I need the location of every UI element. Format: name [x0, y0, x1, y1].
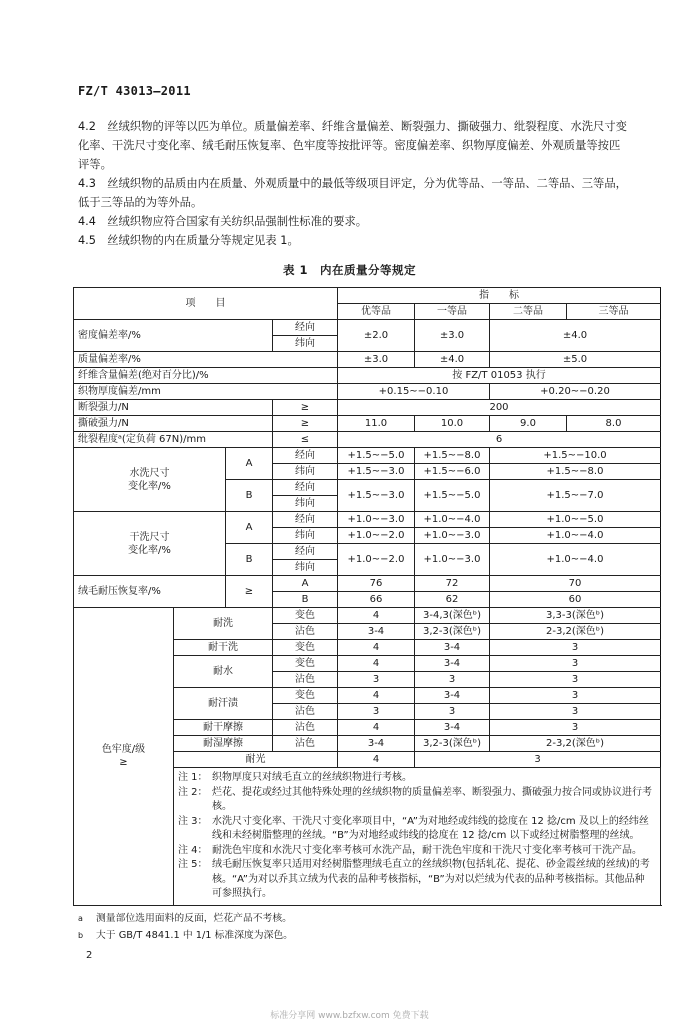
- cell: +1.0~−4.0: [415, 512, 490, 528]
- test-label: 耐光: [174, 752, 338, 768]
- cell: +0.15~−0.10: [338, 384, 490, 400]
- grade-first: 一等品: [415, 304, 490, 320]
- sub-label: 纬向: [273, 496, 338, 512]
- page-number: 2: [86, 950, 93, 961]
- cell: 4: [338, 720, 415, 736]
- grade-premium: 优等品: [338, 304, 415, 320]
- cell: +1.5~−8.0: [415, 448, 490, 464]
- cell: +1.5~−10.0: [490, 448, 661, 464]
- cell: 2-3,2(深色ᵇ): [490, 736, 661, 752]
- row-label: 断裂强力/N: [74, 400, 273, 416]
- color-fastness-label: 色牢度/级: [101, 744, 146, 756]
- sub-label: 变色: [273, 640, 338, 656]
- cell: 8.0: [567, 416, 661, 432]
- class-label: A: [226, 512, 273, 544]
- header-index: 指 标: [338, 288, 661, 304]
- cell: 4: [338, 608, 415, 624]
- cell: 62: [415, 592, 490, 608]
- table-caption: 表 1 内在质量分等规定: [282, 263, 416, 277]
- cell: ±4.0: [490, 320, 661, 352]
- test-label: 耐湿摩擦: [174, 736, 273, 752]
- footnote-b: b 大于 GB/T 4841.1 中 1/1 标准深度为深色。: [78, 930, 293, 941]
- cell: +1.5~−5.0: [338, 448, 415, 464]
- table-row: [74, 448, 661, 464]
- note-3: 注 3： 水洗尺寸变化率、干洗尺寸变化率项目中，“A”为对地经或纬线的捻度在 12 捻/cm 及以上的经纬丝线和未经树脂整理的丝绒。“B”为对地经或纬线的捻度在 12 捻/cm 以下或经过树脂整理的丝绒。: [178, 815, 649, 841]
- table-row: [74, 416, 661, 432]
- cell: 3: [490, 720, 661, 736]
- cell: 2-3,2(深色ᵇ): [490, 624, 661, 640]
- row-label: 密度偏差率/%: [74, 320, 273, 352]
- sub-label: 沾色: [273, 704, 338, 720]
- sub-label: 变色: [273, 688, 338, 704]
- cell: 9.0: [490, 416, 567, 432]
- comparator: ≥: [273, 416, 338, 432]
- cell: 60: [490, 592, 661, 608]
- paragraph-4-4: 4.4 丝绒织物应符合国家有关纺织品强制性标准的要求。: [78, 215, 368, 228]
- header-item: 项 目: [74, 288, 338, 320]
- cell: +1.0~−4.0: [490, 528, 661, 544]
- sub-label: 经向: [273, 480, 338, 496]
- cell: 3: [338, 672, 415, 688]
- cell: 3: [415, 672, 490, 688]
- cell: 3-4: [338, 624, 415, 640]
- cell: +1.0~−2.0: [338, 528, 415, 544]
- class-label: B: [226, 544, 273, 576]
- sub-label: 经向: [273, 544, 338, 560]
- cell: 3: [490, 704, 661, 720]
- cell: ±3.0: [415, 320, 490, 352]
- comparator: ≥: [226, 576, 273, 608]
- cell: 3: [490, 640, 661, 656]
- footnotes: [78, 910, 638, 944]
- cell: ±5.0: [490, 352, 661, 368]
- table-header-row: [74, 288, 661, 304]
- table-row: [74, 352, 661, 368]
- test-label: 耐洗: [174, 608, 273, 640]
- table-row: [74, 384, 661, 400]
- body-paragraphs: [78, 117, 630, 250]
- note-2: 注 2： 烂花、提花或经过其他特殊处理的丝绒织物的质量偏差率、断裂强力、撕破强力按合同或协议进行考核。: [178, 786, 652, 812]
- table-row: [74, 368, 661, 384]
- cell: 3,2-3(深色ᵇ): [415, 624, 490, 640]
- cell: 3-4: [415, 720, 490, 736]
- sub-label: 纬向: [273, 464, 338, 480]
- table-row: [74, 608, 661, 624]
- cell: 4: [338, 752, 415, 768]
- cell: 66: [338, 592, 415, 608]
- sub-label: 经向: [273, 512, 338, 528]
- row-label: 水洗尺寸 变化率/%: [74, 448, 226, 512]
- sub-label: 变色: [273, 608, 338, 624]
- comparator: ≥: [119, 757, 128, 769]
- quality-grade-table: [73, 287, 661, 906]
- cell: 3: [490, 688, 661, 704]
- cell: +1.5~−5.0: [415, 480, 490, 512]
- cell: +1.5~−7.0: [490, 480, 661, 512]
- sub-label: 纬向: [273, 336, 338, 352]
- cell: ±2.0: [338, 320, 415, 352]
- row-label: 干洗尺寸 变化率/%: [74, 512, 226, 576]
- grade-third: 三等品: [567, 304, 661, 320]
- cell: 4: [338, 656, 415, 672]
- sub-label: 纬向: [273, 528, 338, 544]
- cell: +1.0~−3.0: [415, 528, 490, 544]
- class-label: A: [226, 448, 273, 480]
- cell: +1.5~−6.0: [415, 464, 490, 480]
- row-label: 绒毛耐压恢复率/%: [74, 576, 226, 608]
- cell: 76: [338, 576, 415, 592]
- cell: +1.5~−3.0: [338, 464, 415, 480]
- test-label: 耐汗渍: [174, 688, 273, 720]
- table-row: [74, 576, 661, 592]
- cell: +1.0~−4.0: [490, 544, 661, 576]
- sub-label: 变色: [273, 656, 338, 672]
- cell: +1.5~−3.0: [338, 480, 415, 512]
- paragraph-4-5: 4.5 丝绒织物的内在质量分等规定见表 1。: [78, 234, 299, 247]
- cell: 200: [338, 400, 661, 416]
- comparator: ≤: [273, 432, 338, 448]
- cell: ±4.0: [415, 352, 490, 368]
- note-5: 注 5： 绒毛耐压恢复率只适用对经树脂整理绒毛直立的丝绒织物(包括轧花、提花、砂金霞丝绒的丝绒)的考核。“A”为对以乔其立绒为代表的品种考核指标，“B”为对以烂绒为代表的品种考核指标。其他品种可参照执行。: [178, 859, 650, 899]
- row-label: 质量偏差率/%: [74, 352, 338, 368]
- paragraph-4-2: 4.2 丝绒织物的评等以匹为单位。质量偏差率、纤维含量偏差、断裂强力、撕破强力、纰裂程度、水洗尺寸变化率、干洗尺寸变化率、绒毛耐压恢复率、色牢度等按批评等。密度偏差率、织物厚度偏差、外观质量等按匹评等。: [78, 120, 627, 171]
- cell: 70: [490, 576, 661, 592]
- row-label: 纤维含量偏差(绝对百分比)/%: [74, 368, 338, 384]
- sub-label: 沾色: [273, 624, 338, 640]
- cell: 3-4: [415, 640, 490, 656]
- table-row: [74, 400, 661, 416]
- test-label: 耐干洗: [174, 640, 273, 656]
- cell: 3-4,3(深色ᵇ): [415, 608, 490, 624]
- cell: 10.0: [415, 416, 490, 432]
- test-label: 耐水: [174, 656, 273, 688]
- paragraph-4-3: 4.3 丝绒织物的品质由内在质量、外观质量中的最低等级项目评定，分为优等品、一等品、二等品、三等品，低于三等品的为等外品。: [78, 177, 627, 209]
- comparator: ≥: [273, 400, 338, 416]
- table-row: [74, 320, 661, 336]
- class-label: B: [273, 592, 338, 608]
- cell: 6: [338, 432, 661, 448]
- cell: +1.0~−3.0: [415, 544, 490, 576]
- test-label: 耐干摩擦: [174, 720, 273, 736]
- class-label: A: [273, 576, 338, 592]
- cell: +1.5~−8.0: [490, 464, 661, 480]
- cell: 11.0: [338, 416, 415, 432]
- cell: 3: [415, 704, 490, 720]
- row-label: 撕破强力/N: [74, 416, 273, 432]
- cell: 72: [415, 576, 490, 592]
- table-row: [74, 512, 661, 528]
- sub-label: 沾色: [273, 736, 338, 752]
- watermark: 标准分享网 www.bzfxw.com 免费下载: [270, 1011, 429, 1021]
- cell: +1.0~−3.0: [338, 512, 415, 528]
- sub-label: 经向: [273, 320, 338, 336]
- cell: +1.0~−2.0: [338, 544, 415, 576]
- cell: 3: [415, 752, 661, 768]
- cell: 4: [338, 688, 415, 704]
- cell: 3-4: [338, 736, 415, 752]
- row-label: 纰裂程度ᵃ(定负荷 67N)/mm: [74, 432, 273, 448]
- cell: +0.20~−0.20: [490, 384, 661, 400]
- sub-label: 沾色: [273, 720, 338, 736]
- sub-label: 经向: [273, 448, 338, 464]
- cell: 3-4: [415, 656, 490, 672]
- footnote-a: a 测量部位选用面料的反面，烂花产品不考核。: [78, 913, 292, 924]
- note-1: 注 1： 织物厚度只对绒毛直立的丝绒织物进行考核。: [178, 772, 412, 783]
- sub-label: 沾色: [273, 672, 338, 688]
- row-label: [74, 608, 174, 906]
- table-row: [74, 432, 661, 448]
- cell: 3: [338, 704, 415, 720]
- class-label: B: [226, 480, 273, 512]
- cell: 3: [490, 656, 661, 672]
- table-notes: [174, 768, 661, 906]
- cell: 按 FZ/T 01053 执行: [338, 368, 661, 384]
- cell: 3: [490, 672, 661, 688]
- cell: 3,3-3(深色ᵇ): [490, 608, 661, 624]
- cell: 3-4: [415, 688, 490, 704]
- sub-label: 纬向: [273, 560, 338, 576]
- document-code: FZ/T 43013—2011: [78, 84, 191, 98]
- cell: +1.0~−5.0: [490, 512, 661, 528]
- grade-second: 二等品: [490, 304, 567, 320]
- row-label: 织物厚度偏差/mm: [74, 384, 338, 400]
- note-4: 注 4： 耐洗色牢度和水洗尺寸变化率考核可水洗产品，耐干洗色牢度和干洗尺寸变化率考核可干洗产品。: [178, 844, 642, 856]
- cell: 3,2-3(深色ᵇ): [415, 736, 490, 752]
- cell: 4: [338, 640, 415, 656]
- cell: ±3.0: [338, 352, 415, 368]
